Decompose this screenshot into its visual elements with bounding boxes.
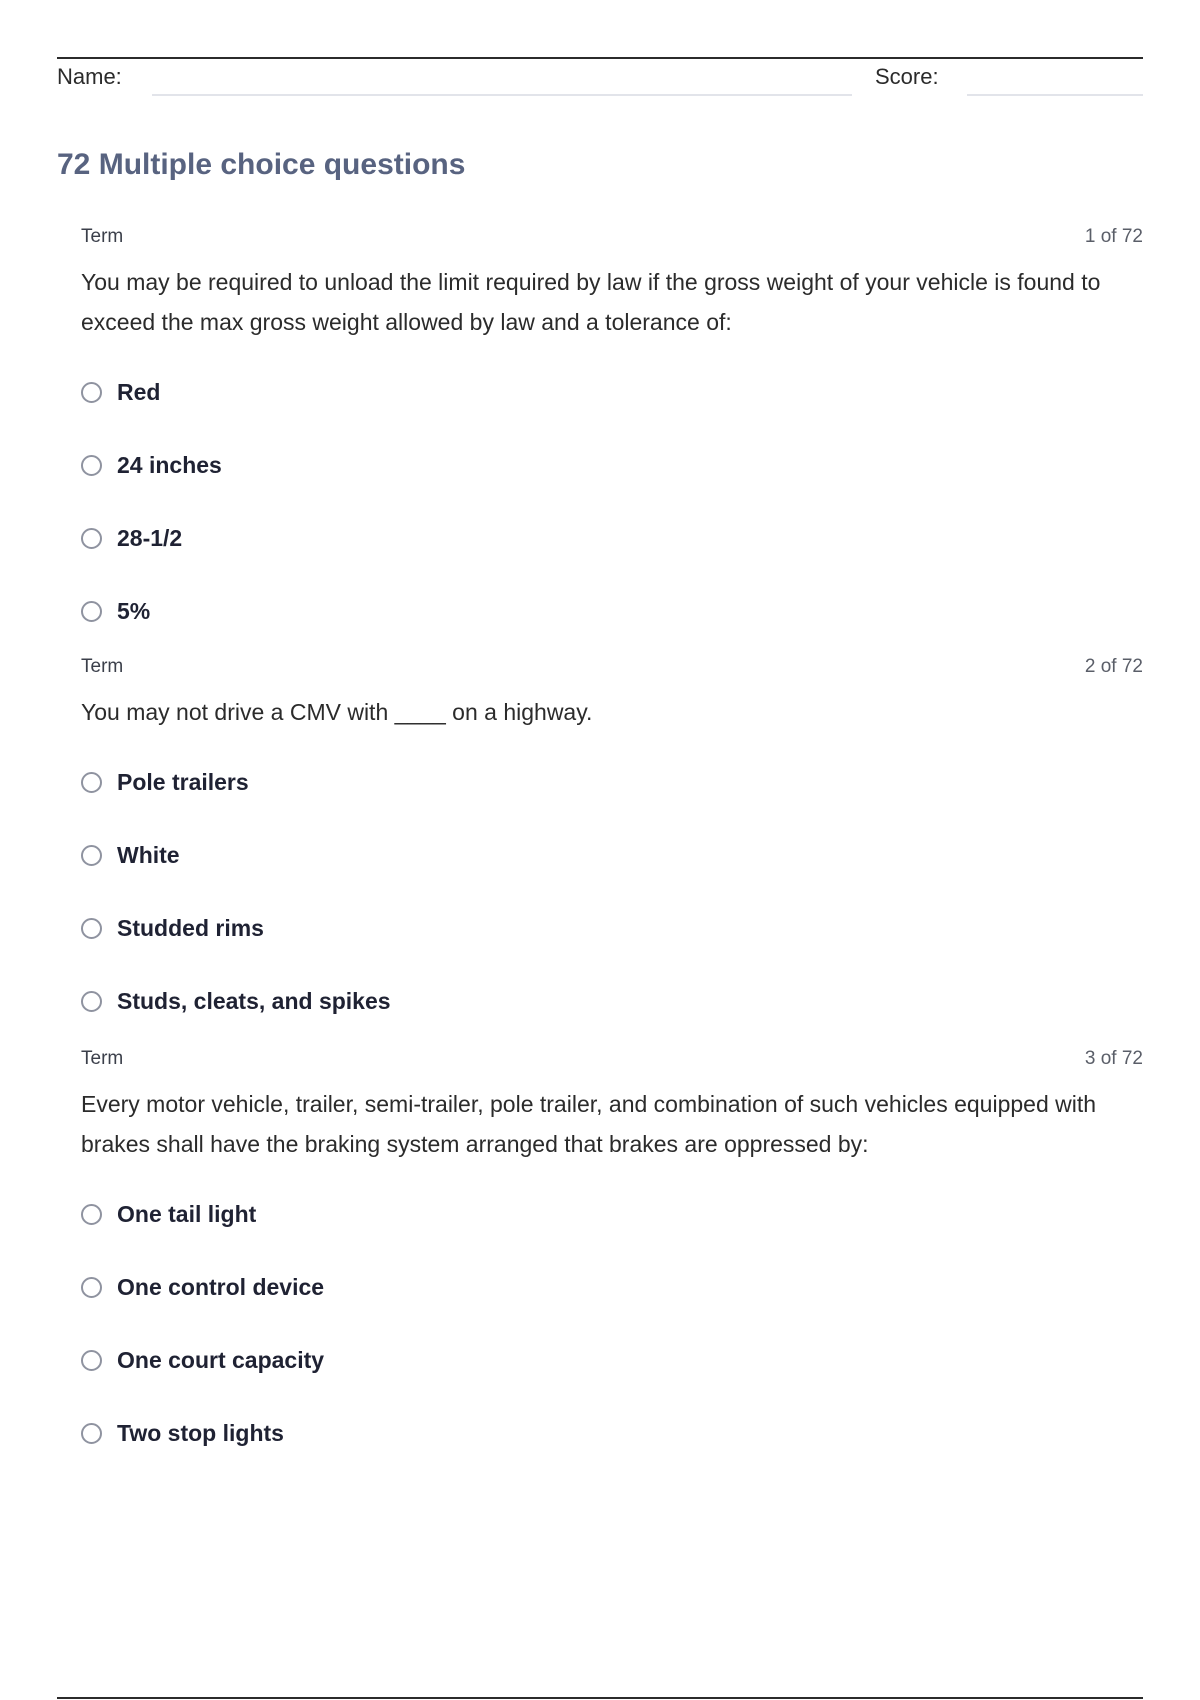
question-text: You may not drive a CMV with ____ on a highway.	[81, 699, 593, 725]
score-field[interactable]	[967, 94, 1143, 96]
answer-option[interactable]	[81, 1251, 1143, 1324]
radio-button-icon[interactable]	[81, 1277, 102, 1298]
score-label: Score:	[875, 64, 939, 89]
answer-option[interactable]	[81, 1324, 1143, 1397]
answer-option[interactable]	[81, 356, 1143, 429]
radio-button-icon[interactable]	[81, 601, 102, 622]
answer-option[interactable]	[81, 429, 1143, 502]
radio-button-icon[interactable]	[81, 382, 102, 403]
option-label: One court capacity	[117, 1347, 325, 1373]
question-counter: 1 of 72	[1084, 226, 1143, 247]
bottom-rule	[57, 1697, 1143, 1699]
term-label: Term	[81, 1048, 124, 1069]
radio-button-icon[interactable]	[81, 1204, 102, 1225]
option-label: One tail light	[117, 1201, 257, 1227]
radio-button-icon[interactable]	[81, 845, 102, 866]
answer-options	[81, 356, 1143, 648]
answer-option[interactable]	[81, 502, 1143, 575]
question-text: Every motor vehicle, trailer, semi-trailer, pole trailer, and combination of such vehicles equipped with brakes shall have the braking system arranged that brakes are oppressed by:	[81, 1091, 1097, 1157]
radio-button-icon[interactable]	[81, 455, 102, 476]
answer-option[interactable]	[81, 575, 1143, 648]
radio-button-icon[interactable]	[81, 1350, 102, 1371]
name-label: Name:	[57, 64, 122, 89]
answer-option[interactable]	[81, 819, 1143, 892]
radio-button-icon[interactable]	[81, 528, 102, 549]
radio-button-icon[interactable]	[81, 772, 102, 793]
answer-option[interactable]	[81, 1178, 1143, 1251]
option-label: White	[117, 842, 180, 868]
option-label: Two stop lights	[117, 1420, 284, 1446]
option-label: One control device	[117, 1274, 325, 1300]
option-label: Red	[117, 379, 161, 405]
radio-button-icon[interactable]	[81, 1423, 102, 1444]
answer-option[interactable]	[81, 892, 1143, 965]
question-2	[81, 656, 1143, 1038]
radio-button-icon[interactable]	[81, 918, 102, 939]
question-counter: 3 of 72	[1084, 1048, 1143, 1069]
option-label: 28-1/2	[117, 525, 183, 551]
question-counter: 2 of 72	[1084, 656, 1143, 677]
term-label: Term	[81, 226, 124, 247]
option-label: Studded rims	[117, 915, 264, 941]
answer-option[interactable]	[81, 746, 1143, 819]
option-label: Pole trailers	[117, 769, 249, 795]
question-text: You may be required to unload the limit required by law if the gross weight of your vehicle is found to exceed the max gross weight allowed by law and a tolerance of:	[81, 269, 1101, 335]
answer-options	[81, 746, 1143, 1038]
question-header	[81, 656, 1143, 682]
question-3	[81, 1048, 1143, 1470]
name-field[interactable]	[152, 94, 852, 96]
term-label: Term	[81, 656, 124, 677]
question-1	[81, 226, 1143, 648]
option-label: 24 inches	[117, 452, 222, 478]
section-title: 72 Multiple choice questions	[57, 148, 466, 181]
option-label: 5%	[117, 598, 151, 624]
answer-option[interactable]	[81, 965, 1143, 1038]
option-label: Studs, cleats, and spikes	[117, 988, 391, 1014]
radio-button-icon[interactable]	[81, 991, 102, 1012]
question-header	[81, 1048, 1143, 1074]
top-rule	[57, 57, 1143, 59]
answer-option[interactable]	[81, 1397, 1143, 1470]
question-header	[81, 226, 1143, 252]
answer-options	[81, 1178, 1143, 1470]
name-score-header	[57, 62, 1143, 102]
